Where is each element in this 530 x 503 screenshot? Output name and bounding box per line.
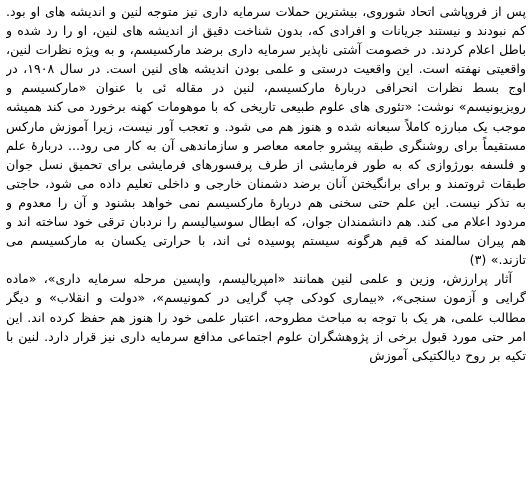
paragraph-2: آثار پرارزش، وزین و علمی لنین همانند «امپریالیسم، واپسین مرحله سرمایه داری»، «ماده گرایی و آزمون سنجی»، «بیماری کودکی چپ گرایی در کمونیسم»، «دولت و انقلاب» و دیگر مطالب علمی، هر یک با توجه به مباحث مطروحه، اعتبار علمی خود را هنوز هم حفظ کرده اند. این امر حتی مورد قبول برخی از پژوهشگران علوم اجتماعی مدافع سرمایه داری نیز قرار دارد. لنین با تکیه بر روح دیالکتیکی آموزش <box>6 271 526 363</box>
document-page <box>6 2 526 501</box>
paragraph-1: پس از فروپاشی اتحاد شوروی، بیشترین حملات سرمایه داری نیز متوجه لنین و اندیشه های او بود. کم نبودند و نیستند جریانات و افرادی که، بدون شناخت دقیق از اندیشه های لنین، او را رد شده و باطل اعلام کردند. در خصومت آشتی ناپذیر سرمایه داری برضد مارکسیسم، و به ویژه نظرات لنین، واقعیتی نهفته است. این واقعیت درستی و علمی بودن اندیشه های لنین است. در سال ۱۹۰۸، در اوج بسط نظرات انحرافی دربارهٔ مارکسیسم، لنین در مقاله ئی با عنوان «مارکسیسم و رویزیونیسم» نوشت: «تئوری های علوم طبیعی تاریخی که با موهومات کهنه برخورد می کند همیشه موجب یک مبارزه کاملاً سبعانه شده و هنوز هم می شود. و تعجب آور نیست، زیرا آموزش مارکس مستقیماً برای روشنگری طبقه پیشرو جامعه معاصر و سازماندهی آن به کار می رود... دربارهٔ علم و فلسفه بورژوازی که به طور فرمایشی از طرف پرفسورهای فرمایشی برای تحمیق نسل جوان طبقات ثروتمند و برای برانگیختن آنان برضد دشمنان خارجی و داخلی تعلیم داده می شود، حاجتی به تذکر نیست. این علم حتی سخنی هم دربارهٔ مارکسیسم نمی خواهد بشنود و آن را معدوم و مردود اعلام می کند. هم دانشمندان جوان، که ابطال سوسیالیسم را نردبان ترقی خود ساخته اند و هم پیران سالمند که قیم هرگونه سیستم پوسیده ئی اند، با حرارتی یکسان به مارکسیسم می تازند.» (۳) <box>6 4 526 268</box>
